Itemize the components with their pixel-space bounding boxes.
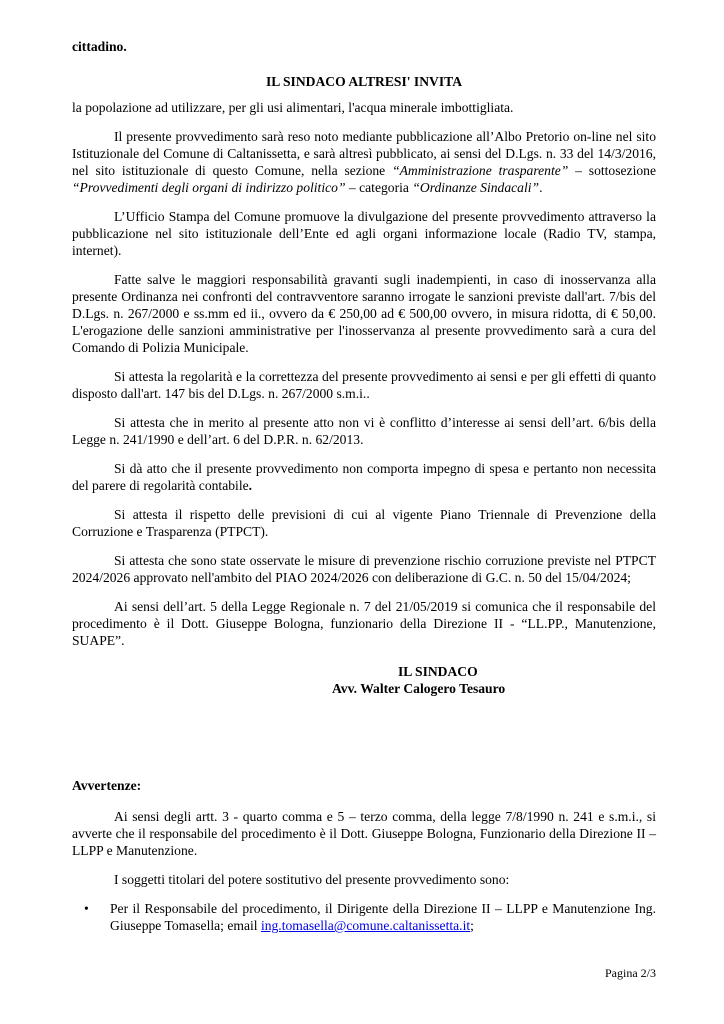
publication-text-1: Il presente provvedimento sarà reso noto mediante pubblicazione all’Albo Pretorio on-line nel sito Istituzionale del Comune di Caltanissetta, e sarà altresì pubblicato, ai sensi del D.Lgs. n. 33 del 14/3/2016, nel sito istituzionale di questo Comune, nella sezione (72, 129, 656, 178)
publication-paragraph (72, 128, 656, 196)
regularity-paragraph: Si attesta la regolarità e la correttezza del presente provvedimento ai sensi e per gli effetti di quanto disposto dall'art. 147 bis del D.Lgs. n. 267/2000 s.m.i.. (72, 369, 656, 401)
no-expense-end: . (248, 478, 253, 493)
signature-name: Avv. Walter Calogero Tesauro (332, 681, 506, 696)
substitute-list-text (110, 900, 656, 934)
signature-block (72, 663, 656, 697)
invite-paragraph: la popolazione ad utilizzare, per gli usi alimentari, l'acqua minerale imbottigliata. (72, 100, 514, 115)
regional-law-paragraph: Ai sensi dell’art. 5 della Legge Regionale n. 7 del 21/05/2019 si comunica che il responsabile del procedimento è il Dott. Giuseppe Bologna, funzionario della Direzione II - “LL.PP., Manutenzione, SUAPE”. (72, 599, 656, 648)
top-fragment: cittadino. (72, 39, 127, 54)
no-expense-paragraph (72, 460, 656, 494)
ptpct-respect-paragraph: Si attesta il rispetto delle previsioni di cui al vigente Piano Triennale di Prevenzione della Corruzione e Trasparenza (PTPCT). (72, 507, 656, 539)
substitute-intro: I soggetti titolari del potere sostitutivo del presente provvedimento sono: (114, 872, 510, 887)
ptpct-measures-paragraph: Si attesta che sono state osservate le misure di prevenzione rischio corruzione previste nel PTPCT 2024/2026 approvato nell'ambito del PIAO 2024/2026 con deliberazione di G.C. n. 50 del 15/04/2024; (72, 553, 656, 585)
warnings-paragraph: Ai sensi degli artt. 3 - quarto comma e 5 – terzo comma, della legge 7/8/1990 n. 241 e s.m.i., si avverte che il responsabile del procedimento è il Dott. Giuseppe Bologna, Funzionario della Direzione II – LLPP e Manutenzione. (72, 809, 656, 858)
publication-text-2: – sottosezione (568, 163, 656, 178)
page-number: Pagina 2/3 (605, 966, 656, 980)
sanctions-paragraph: Fatte salve le maggiori responsabilità gravanti sugli inadempienti, in caso di inosservanza alla presente Ordinanza nei confronti del contravventore saranno irrogate le sanzioni previste dall'art. 7/bis del D.Lgs. n. 267/2000 e ss.mm ed ii., ovvero da € 250,00 ad € 500,00 ovvero, in misura ridotta, di € 50,00. L'erogazione delle sanzioni amministrative per l'inosservanza al presente provvedimento sarà a cura del Comando di Polizia Municipale. (72, 272, 656, 355)
press-office-paragraph: L’Ufficio Stampa del Comune promuove la divulgazione del presente provvedimento attraverso la pubblicazione nel sito istituzionale dell’Ente ed agli organi informazione locale (Radio TV, stampa, internet). (72, 209, 656, 258)
no-expense-text: Si dà atto che il presente provvedimento non comporta impegno di spesa e pertanto non necessita del parere di regolarità contabile (72, 461, 656, 493)
document-page (72, 38, 656, 934)
publication-category: “Ordinanze Sindacali” (412, 180, 540, 195)
substitute-text: Per il Responsabile del procedimento, il Dirigente della Direzione II – LLPP e Manutenzione Ing. Giuseppe Tomasella; email (110, 901, 656, 933)
invite-heading: IL SINDACO ALTRESI' INVITA (265, 74, 463, 89)
conflict-paragraph: Si attesta che in merito al presente atto non vi è conflitto d’interesse ai sensi dell’art. 6/bis della Legge n. 241/1990 e dell’art. 6 del D.P.R. n. 62/2013. (72, 415, 656, 447)
publication-subsection: “Provvedimenti degli organi di indirizzo politico” (72, 180, 346, 195)
email-link[interactable]: ing.tomasella@comune.caltanissetta.it (260, 918, 471, 933)
signature-title: IL SINDACO (398, 664, 478, 679)
substitute-end: ; (470, 918, 474, 933)
publication-text-4: . (539, 180, 543, 195)
publication-section: “Amministrazione trasparente” (392, 163, 569, 178)
publication-text-3: – categoria (345, 180, 413, 195)
warnings-heading: Avvertenze: (72, 778, 142, 793)
substitute-list-item (72, 900, 656, 934)
bullet-icon: • (84, 901, 89, 916)
